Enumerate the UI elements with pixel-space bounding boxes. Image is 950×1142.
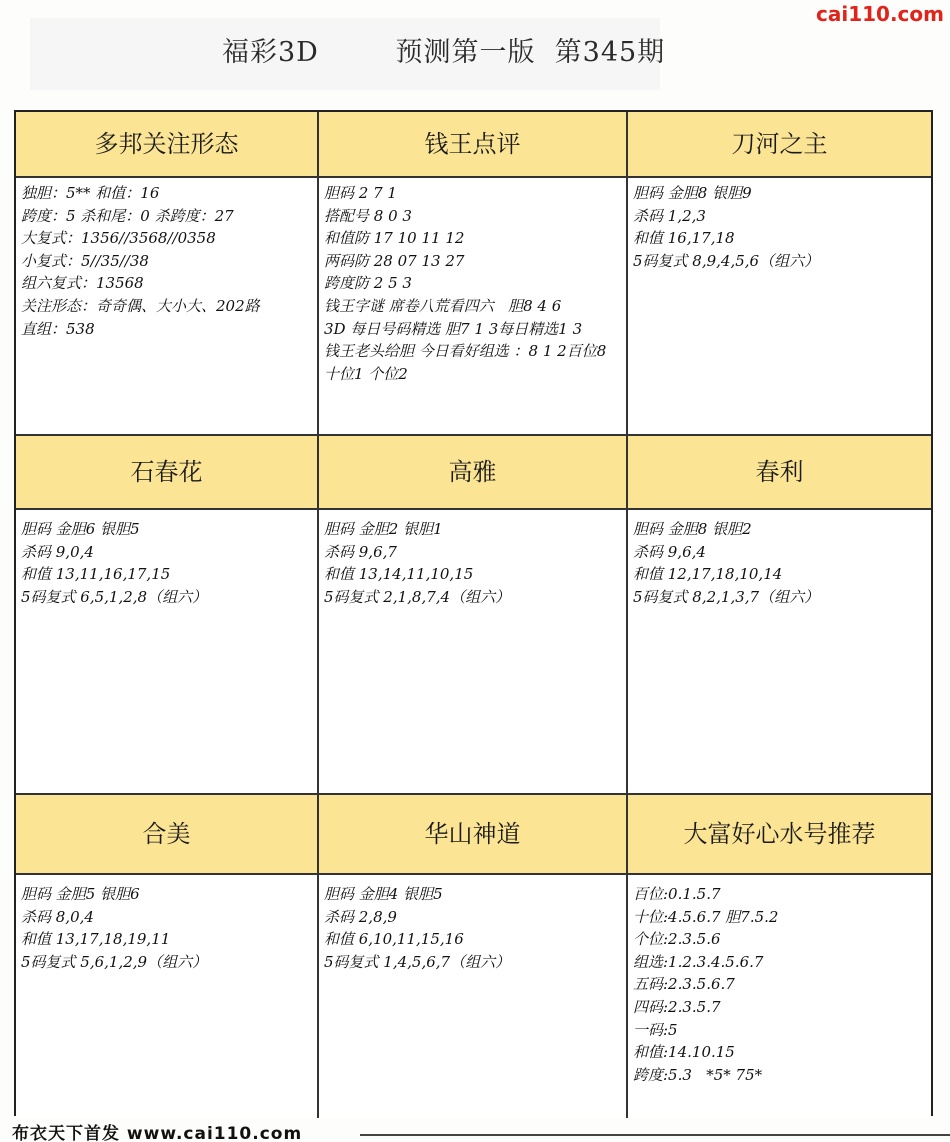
section-line: 杀码 9,0,4: [21, 542, 94, 561]
section-line: 胆码 金胆5 银胆6: [21, 885, 140, 903]
section-body: [319, 510, 628, 795]
section-line: 5码复式 1,4,5,6,7（组六）: [324, 952, 511, 971]
section-body: [628, 875, 931, 1118]
section-line: 5码复式 8,2,1,3,7（组六）: [633, 587, 820, 606]
section-line: 直组：538: [21, 319, 95, 338]
prediction-table: [14, 110, 933, 1116]
section-line: 百位:0.1.5.7: [633, 885, 721, 903]
section-line: 个位:2.3.5.6: [633, 930, 721, 949]
site-watermark: cai110.com: [816, 2, 944, 26]
section-header: 春利: [628, 436, 931, 510]
section-line: 一码:5: [633, 1020, 678, 1039]
section-line: 3D 每日号码精选 胆7 1 3每日精选1 3: [324, 319, 583, 338]
section-line: 和值 6,10,11,15,16: [324, 930, 464, 949]
section-header: 华山神道: [319, 795, 628, 875]
section-line: 和值 16,17,18: [633, 229, 735, 248]
section-line: 胆码 金胆6 银胆5: [21, 520, 140, 538]
section-header: 钱王点评: [319, 112, 628, 178]
section-body: [628, 178, 931, 436]
section-line: 跨度:5.3 *5* 75*: [633, 1065, 763, 1084]
section-body: [319, 875, 628, 1118]
section-line: 胆码 金胆8 银胆9: [633, 184, 752, 202]
section-line: 组六复式：13568: [21, 274, 144, 293]
section-line: 钱王字谜 席卷八荒看四六 胆8 4 6: [324, 296, 562, 315]
page-title: 福彩3D 预测第一版 第345期: [222, 37, 666, 68]
section-line: 和值 13,11,16,17,15: [21, 565, 171, 584]
section-line: 钱王老头给胆 今日看好组选 ：8 1 2百位8 十位1 个位2: [324, 342, 612, 383]
section-line: 五码:2.3.5.6.7: [633, 975, 735, 994]
section-line: 和值 12,17,18,10,14: [633, 565, 783, 584]
section-line: 5码复式 2,1,8,7,4（组六）: [324, 587, 511, 606]
section-line: 和值:14.10.15: [633, 1043, 735, 1062]
section-line: 跨度防 2 5 3: [324, 274, 412, 293]
section-line: 十位:4.5.6.7 胆7.5.2: [633, 907, 779, 926]
section-line: 两码防 28 07 13 27: [324, 251, 465, 270]
section-line: 大复式：1356//3568//0358: [21, 229, 216, 248]
section-header: 大富好心水号推荐: [628, 795, 931, 875]
section-line: 5码复式 5,6,1,2,9（组六）: [21, 952, 208, 971]
section-line: 胆码 2 7 1: [324, 184, 397, 202]
section-header: 刀河之主: [628, 112, 931, 178]
section-body: [16, 510, 319, 795]
section-line: 组选:1.2.3.4.5.6.7: [633, 952, 764, 971]
section-line: 独胆：5** 和值：16: [21, 184, 160, 202]
section-line: 小复式：5//35//38: [21, 251, 149, 270]
section-body: [16, 178, 319, 436]
section-line: 四码:2.3.5.7: [633, 997, 721, 1016]
section-body: [16, 875, 319, 1118]
section-line: 和值防 17 10 11 12: [324, 229, 465, 248]
section-body: [319, 178, 628, 436]
section-line: 和值 13,14,11,10,15: [324, 565, 474, 584]
section-header: 石春花: [16, 436, 319, 510]
section-line: 杀码 1,2,3: [633, 206, 706, 225]
section-line: 杀码 9,6,7: [324, 542, 397, 561]
section-line: 杀码 9,6,4: [633, 542, 706, 561]
section-line: 杀码 2,8,9: [324, 907, 397, 926]
section-line: 和值 13,17,18,19,11: [21, 930, 171, 949]
section-line: 胆码 金胆8 银胆2: [633, 520, 752, 538]
section-line: 杀码 8,0,4: [21, 907, 94, 926]
section-line: 胆码 金胆4 银胆5: [324, 885, 443, 903]
section-header: 合美: [16, 795, 319, 875]
section-header: 多邦关注形态: [16, 112, 319, 178]
section-header: 高雅: [319, 436, 628, 510]
section-line: 跨度：5 杀和尾：0 杀跨度：27: [21, 206, 234, 225]
section-line: 关注形态：奇奇偶、大小大、202路: [21, 296, 260, 315]
section-line: 5码复式 6,5,1,2,8（组六）: [21, 587, 208, 606]
footer-source-text: 布衣天下首发 www.cai110.com: [12, 1124, 303, 1142]
footer-divider: [360, 1134, 950, 1136]
section-line: 5码复式 8,9,4,5,6（组六）: [633, 251, 820, 270]
section-body: [628, 510, 931, 795]
section-line: 胆码 金胆2 银胆1: [324, 520, 443, 538]
section-line: 搭配号 8 0 3: [324, 206, 412, 225]
